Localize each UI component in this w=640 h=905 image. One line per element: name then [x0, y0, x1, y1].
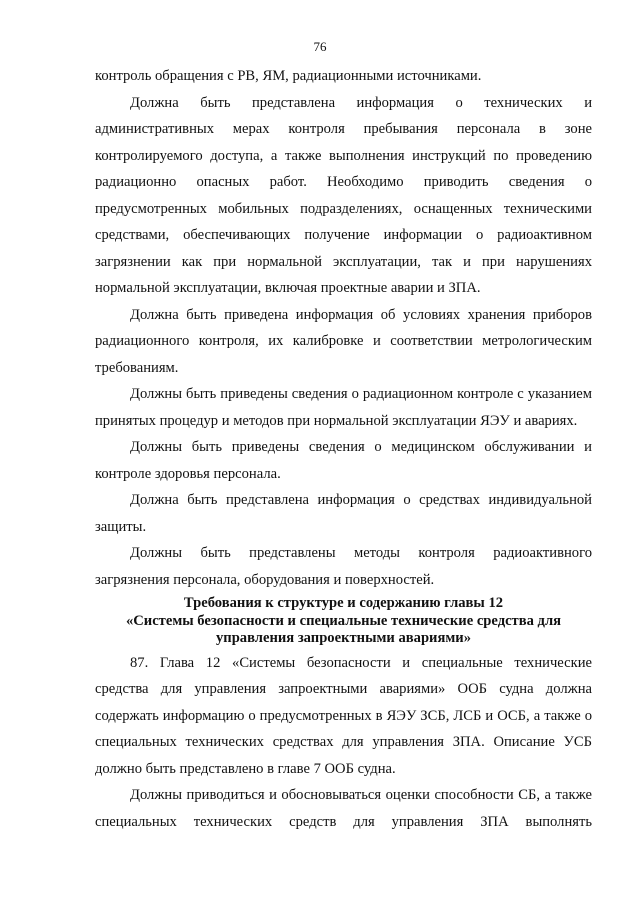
paragraph-safety-assessment: Должны приводиться и обосновываться оценки способности СБ, а также специальных технических средств для управления ЗПА выполнять — [95, 787, 592, 830]
paragraph-instrument-storage: Должна быть приведена информация об условиях хранения приборов радиационного контроля, их калибровке и соответствии метрологическим требованиям. — [95, 306, 592, 376]
section-heading-line-3: управления запроектными авариями» — [215, 630, 472, 646]
document-body — [95, 63, 592, 835]
paragraph-protective-equipment: Должна быть представлена информация о средствах индивидуальной защиты. — [95, 492, 592, 535]
paragraph-contamination-control: Должны быть представлены методы контроля радиоактивного загрязнения персонала, оборудования и поверхностей. — [95, 545, 592, 588]
paragraph-87: 87. Глава 12 «Системы безопасности и специальные технические средства для управления запроектными авариями» ООБ судна должна содержать информацию о предусмотренных в ЯЭУ ЗСБ, ЛСБ и ОСБ, а также о специальных технических средствах для управления ЗПА. Описание УСБ должно быть представлено в главе 7 ООБ судна. — [95, 654, 592, 777]
paragraph-radiation-monitoring: Должны быть приведены сведения о радиационном контроле с указанием принятых процедур и методов при нормальной эксплуатации ЯЭУ и авариях. — [95, 386, 592, 429]
section-heading-line-1: Требования к структуре и содержанию главы 12 — [183, 595, 504, 611]
section-heading — [95, 593, 592, 650]
paragraph-zone-control: Должна быть представлена информация о технических и административных мерах контроля пребывания персонала в зоне контролируемого доступа, а также выполнения инструкций по проведению радиационно опасных работ. Необходимо приводить сведения о предусмотренных мобильных подразделениях, оснащенных техническими средствами, обеспечивающих получение информации о радиоактивном загрязнении как при нормальной эксплуатации, так и при нарушениях нормальной эксплуатации, включая проектные аварии и ЗПА. — [95, 94, 592, 296]
paragraph-continuation: контроль обращения с РВ, ЯМ, радиационными источниками. — [95, 68, 482, 84]
paragraph-medical-service: Должны быть приведены сведения о медицинском обслуживании и контроле здоровья персонала. — [95, 439, 592, 482]
page-number: 76 — [313, 39, 327, 54]
section-heading-line-2: «Системы безопасности и специальные технические средства для — [125, 612, 562, 629]
